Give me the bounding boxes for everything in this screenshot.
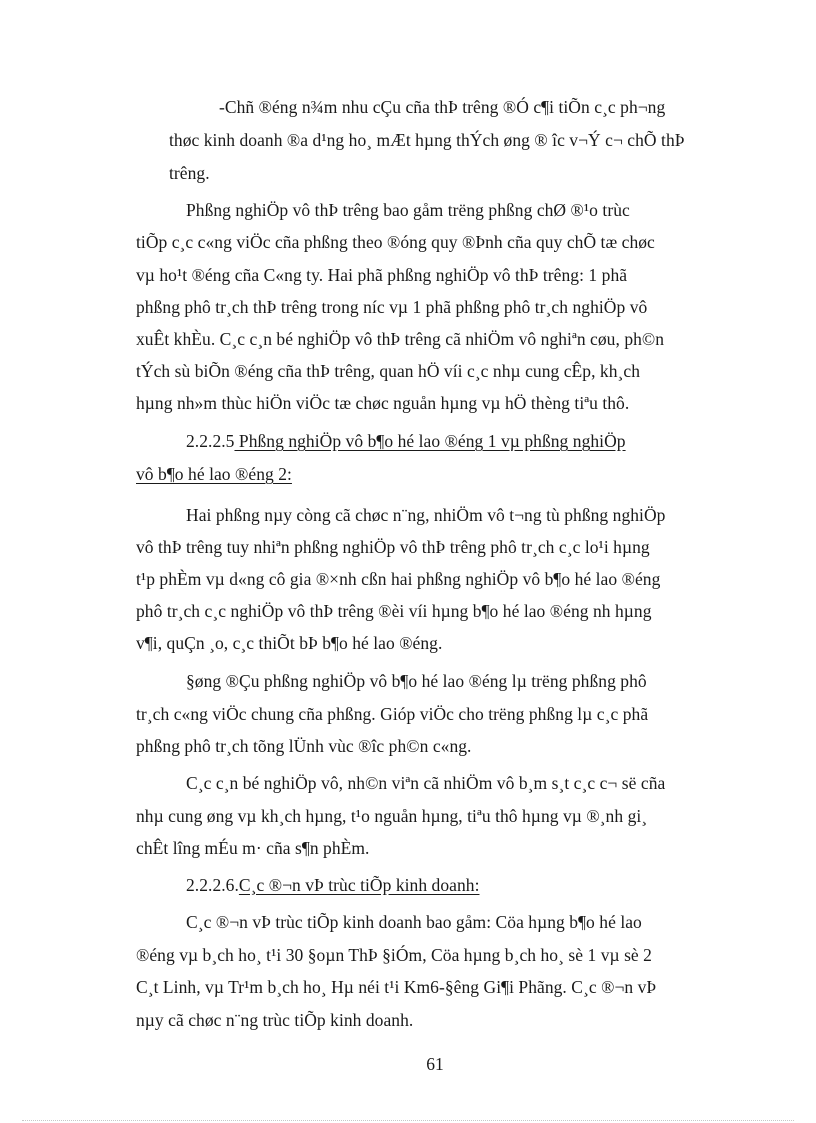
section-number: 2.2.2.6. bbox=[186, 875, 239, 895]
text-line: phßng phô tr¸ch thÞ trêng trong níc vµ 1 phã phßng phô tr¸ch nghiÖp vô bbox=[136, 297, 648, 317]
section-heading bbox=[186, 430, 626, 452]
text-line: phô tr¸ch c¸c nghiÖp vô thÞ trêng ®èi víi hµng b¶o hé lao ®éng nh hµng bbox=[136, 601, 652, 621]
text-line: xuÊt khÈu. C¸c c¸n bé nghiÖp vô thÞ trêng cã nhiÖm vô nghiªn cøu, ph©n bbox=[136, 329, 665, 349]
text-line: tÝch sù biÕn ®éng cña thÞ trêng, quan hÖ víi c¸c nhµ cung cÊp, kh¸ch bbox=[136, 361, 641, 381]
section-title: Phßng nghiÖp vô b¶o hé lao ®éng 1 vµ phßng nghiÖp bbox=[234, 431, 626, 451]
text-line: vµ ho¹t ®éng cña C«ng ty. Hai phã phßng nghiÖp vô thÞ trêng: 1 phã bbox=[136, 265, 628, 285]
section-title: C¸c ®¬n vÞ trùc tiÕp kinh doanh: bbox=[238, 875, 480, 895]
section-heading bbox=[186, 874, 479, 896]
text-line: trêng. bbox=[169, 163, 210, 183]
text-line: Phßng nghiÖp vô thÞ trêng bao gåm trëng phßng chØ ®¹o trùc bbox=[186, 200, 630, 220]
text-line: C¸t Linh, vµ Tr¹m b¸ch ho¸ Hµ néi t¹i Km6-§êng Gi¶i Phãng. C¸c ®¬n vÞ bbox=[136, 977, 657, 997]
text-line: thøc kinh doanh ®a d¹ng ho¸ mÆt hµng thÝch øng ® îc v¬Ý c¬ chÕ thÞ bbox=[169, 130, 685, 150]
text-line: C¸c c¸n bé nghiÖp vô, nh©n viªn cã nhiÖm vô b¸m s¸t c¸c c¬ së cña bbox=[186, 773, 666, 793]
text-line: nµy cã chøc n¨ng trùc tiÕp kinh doanh. bbox=[136, 1010, 414, 1030]
text-line: chÊt lîng mÉu m· cña s¶n phÈm. bbox=[136, 838, 370, 858]
text-line: C¸c ®¬n vÞ trùc tiÕp kinh doanh bao gåm: Cöa hµng b¶o hé lao bbox=[186, 912, 642, 932]
text-line: v¶i, quÇn ¸o, c¸c thiÕt bÞ b¶o hé lao ®éng. bbox=[136, 633, 443, 653]
text-line: tiÕp c¸c c«ng viÖc cña phßng theo ®óng quy ®Þnh cña quy chÕ tæ chøc bbox=[136, 232, 655, 252]
text-line: §øng ®Çu phßng nghiÖp vô b¶o hé lao ®éng lµ trëng phßng phô bbox=[186, 671, 647, 691]
text-line: tr¸ch c«ng viÖc chung cña phßng. Gióp viÖc cho trëng phßng lµ c¸c phã bbox=[136, 704, 649, 724]
text-line: nhµ cung øng vµ kh¸ch hµng, t¹o nguån hµng, tiªu thô hµng vµ ®¸nh gi¸ bbox=[136, 806, 648, 826]
section-number: 2.2.2.5 bbox=[186, 431, 235, 451]
text-line: vô thÞ trêng tuy nhiªn phßng nghiÖp vô thÞ trêng phô tr¸ch c¸c lo¹i hµng bbox=[136, 537, 650, 557]
page-bottom-divider bbox=[22, 1120, 794, 1121]
page-number: 61 bbox=[426, 1054, 444, 1074]
text-line: -Chñ ®éng n¾m nhu cÇu cña thÞ trêng ®Ó c¶i tiÕn c¸c ph¬ng bbox=[219, 97, 666, 117]
text-line: t¹p phÈm vµ d«ng cô gia ®×nh cßn hai phßng nghiÖp vô b¶o hé lao ®éng bbox=[136, 569, 661, 589]
text-line: Hai phßng nµy còng cã chøc n¨ng, nhiÖm vô t¬ng tù phßng nghiÖp bbox=[186, 505, 666, 525]
text-line: phßng phô tr¸ch tõng lÜnh vùc ®îc ph©n c«ng. bbox=[136, 736, 472, 756]
text-line: ®éng vµ b¸ch ho¸ t¹i 30 §oµn ThÞ §iÓm, Cöa hµng b¸ch ho¸ sè 1 vµ sè 2 bbox=[136, 945, 652, 965]
section-title-continued: vô b¶o hé lao ®éng 2: bbox=[136, 464, 292, 484]
text-line: hµng nh»m thùc hiÖn viÖc tæ chøc nguån hµng vµ hÖ thèng tiªu thô. bbox=[136, 393, 630, 413]
